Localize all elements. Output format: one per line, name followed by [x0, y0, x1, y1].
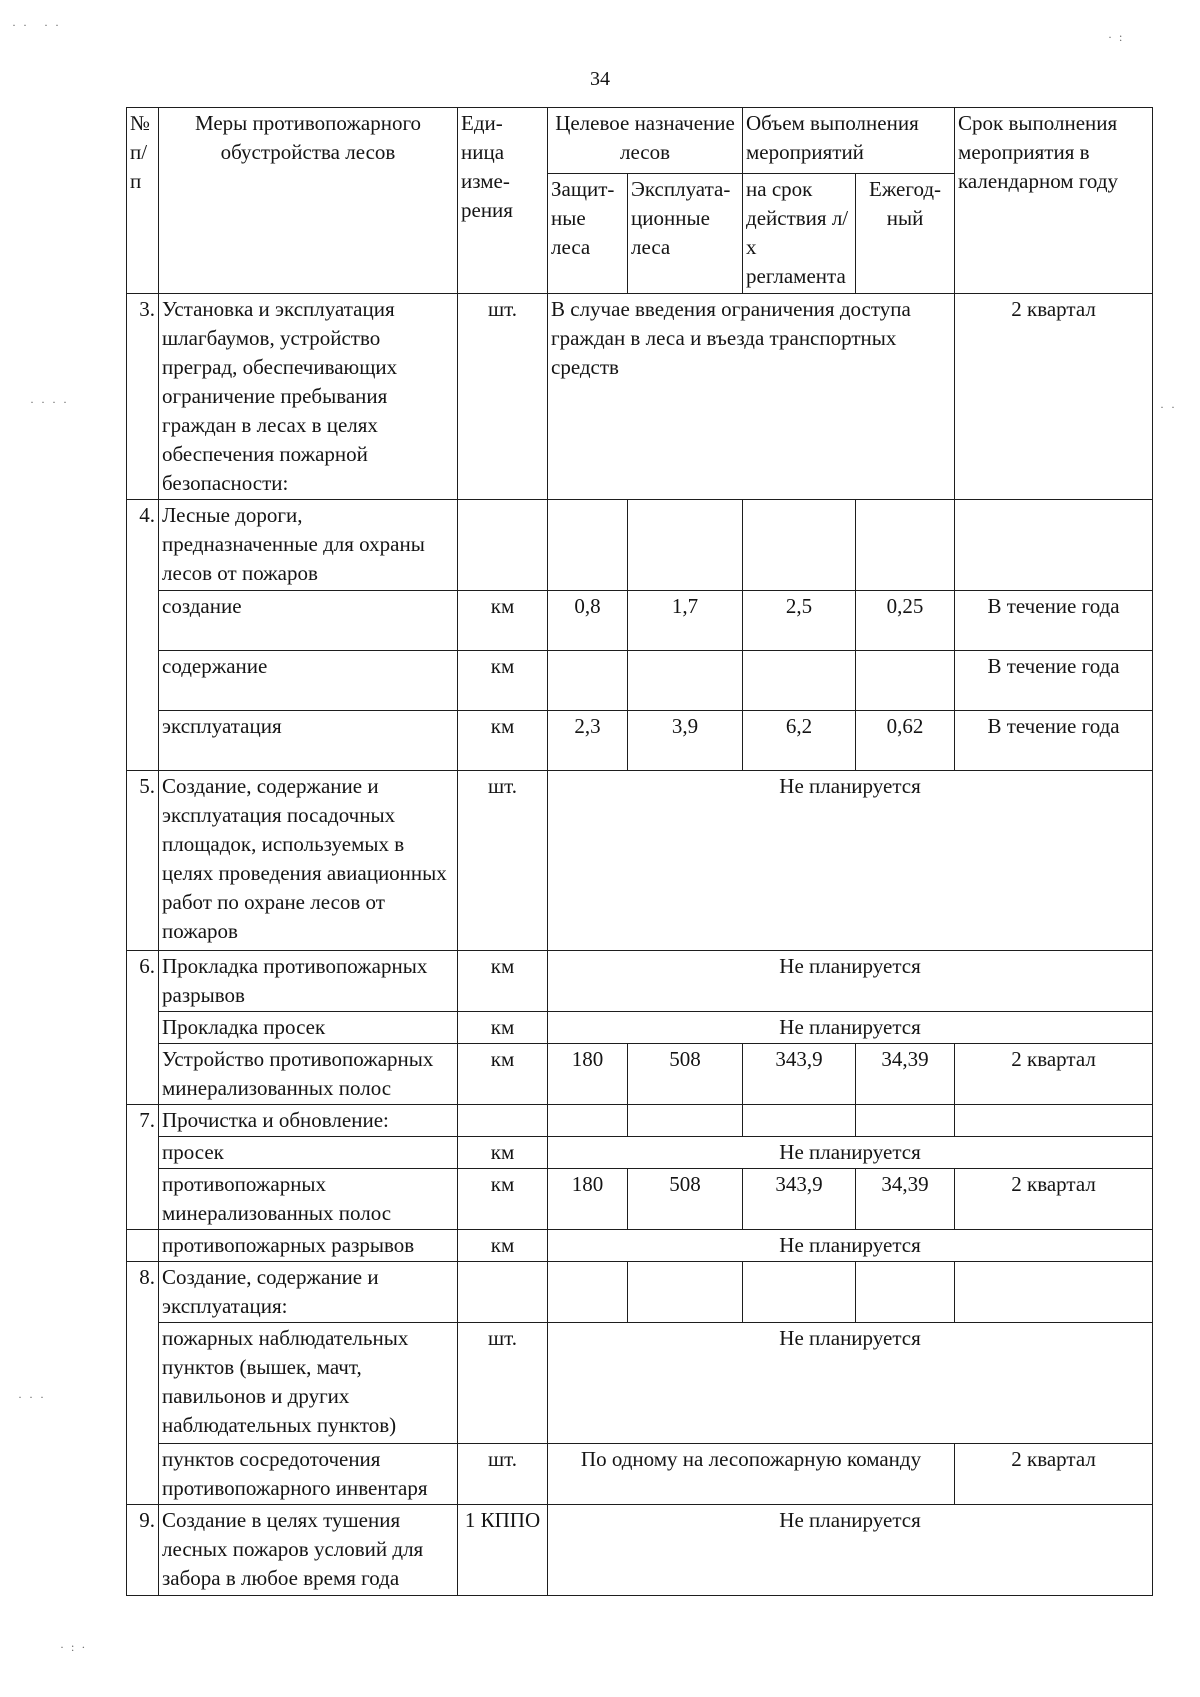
note-cell: Не планируется	[548, 951, 1153, 1012]
deadline-cell	[955, 500, 1153, 591]
table-row	[127, 1137, 1153, 1169]
row-number	[127, 1323, 159, 1444]
deadline-cell: В течение года	[955, 711, 1153, 771]
scan-noise: · · ·	[18, 1390, 46, 1404]
deadline-cell: 2 квартал	[955, 1169, 1153, 1230]
row-number: 3.	[127, 294, 159, 500]
header-purpose: Целевое назначение лесов	[548, 108, 743, 174]
exploitation-value: 508	[628, 1044, 743, 1105]
measure-name: противопожарных минерализованных полос	[159, 1169, 458, 1230]
value-cell	[743, 500, 856, 591]
note-cell: Не планируется	[548, 1012, 1153, 1044]
annual-value: 0,25	[856, 591, 955, 651]
scan-noise: · :	[1108, 30, 1125, 44]
header-volume: Объем выполнения мероприятий	[743, 108, 955, 174]
protective-value: 2,3	[548, 711, 628, 771]
header-row	[127, 108, 1153, 174]
row-number	[127, 591, 159, 651]
note-cell: Не планируется	[548, 771, 1153, 951]
unit-cell: км	[458, 1012, 548, 1044]
unit-cell: 1 КППО	[458, 1505, 548, 1596]
measure-name: Установка и эксплуатация шлагбаумов, устройство преград, обеспечивающих ограничение пребывания граждан в лесах в целях обеспечения пожарной безопасности:	[159, 294, 458, 500]
protective-value: 180	[548, 1169, 628, 1230]
unit-cell: км	[458, 591, 548, 651]
value-cell	[548, 1105, 628, 1137]
header-measures: Меры противопожарного обустройства лесов	[159, 108, 458, 294]
table-row	[127, 294, 1153, 500]
row-number: 5.	[127, 771, 159, 951]
row-number: 9.	[127, 1505, 159, 1596]
unit-cell	[458, 1105, 548, 1137]
header-protective: Защит- ные леса	[548, 174, 628, 294]
row-number: 7.	[127, 1105, 159, 1137]
table-row	[127, 1505, 1153, 1596]
measure-name: Прокладка просек	[159, 1012, 458, 1044]
note-cell: По одному на лесопожарную команду	[548, 1444, 955, 1505]
protective-value	[548, 651, 628, 711]
table-row	[127, 500, 1153, 591]
unit-cell: км	[458, 1044, 548, 1105]
page-number: 34	[590, 68, 610, 90]
row-number: 4.	[127, 500, 159, 591]
scan-noise: · ·	[1160, 400, 1177, 414]
table-row	[127, 1323, 1153, 1444]
measure-name: Создание в целях тушения лесных пожаров условий для забора в любое время года	[159, 1505, 458, 1596]
value-cell	[628, 500, 743, 591]
unit-cell: км	[458, 1230, 548, 1262]
row-number	[127, 1137, 159, 1169]
annual-value: 34,39	[856, 1169, 955, 1230]
header-unit: Еди- ница изме- рения	[458, 108, 548, 294]
annual-value: 34,39	[856, 1044, 955, 1105]
annual-value: 0,62	[856, 711, 955, 771]
row-number	[127, 1044, 159, 1105]
volume-value	[743, 651, 856, 711]
exploitation-value	[628, 651, 743, 711]
unit-cell: км	[458, 651, 548, 711]
scan-noise: · : ·	[60, 1640, 88, 1654]
table-row	[127, 1169, 1153, 1230]
exploitation-value: 508	[628, 1169, 743, 1230]
note-cell: Не планируется	[548, 1323, 1153, 1444]
volume-value: 6,2	[743, 711, 856, 771]
measure-name: пунктов сосредоточения противопожарного инвентаря	[159, 1444, 458, 1505]
volume-value: 2,5	[743, 591, 856, 651]
row-number: 6.	[127, 951, 159, 1012]
header-volume-term: на срок действия л/х регламента	[743, 174, 856, 294]
protective-value: 180	[548, 1044, 628, 1105]
note-cell: Не планируется	[548, 1230, 1153, 1262]
deadline-cell: В течение года	[955, 591, 1153, 651]
measure-name: Создание, содержание и эксплуатация посадочных площадок, используемых в целях проведения авиационных работ по охране лесов от пожаров	[159, 771, 458, 951]
row-number	[127, 1444, 159, 1505]
value-cell	[628, 1105, 743, 1137]
deadline-cell	[955, 1262, 1153, 1323]
exploitation-value: 1,7	[628, 591, 743, 651]
deadline-cell: В течение года	[955, 651, 1153, 711]
measure-name: создание	[159, 591, 458, 651]
header-deadline: Срок выполнения мероприятия в календарном году	[955, 108, 1153, 294]
deadline-cell	[955, 1105, 1153, 1137]
measure-name: Устройство противопожарных минерализованных полос	[159, 1044, 458, 1105]
unit-cell: км	[458, 1169, 548, 1230]
header-num: № п/п	[127, 108, 159, 294]
measure-name: пожарных наблюдательных пунктов (вышек, мачт, павильонов и других наблюдательных пунктов)	[159, 1323, 458, 1444]
measure-name: Лесные дороги, предназначенные для охраны лесов от пожаров	[159, 500, 458, 591]
volume-value: 343,9	[743, 1044, 856, 1105]
measure-name: Прокладка противопожарных разрывов	[159, 951, 458, 1012]
table-row	[127, 1012, 1153, 1044]
table-row	[127, 771, 1153, 951]
table-row	[127, 1262, 1153, 1323]
unit-cell	[458, 1262, 548, 1323]
table-row	[127, 591, 1153, 651]
unit-cell: шт.	[458, 1444, 548, 1505]
value-cell	[856, 1105, 955, 1137]
table-row	[127, 1230, 1153, 1262]
unit-cell	[458, 500, 548, 591]
value-cell	[743, 1105, 856, 1137]
table-row	[127, 1105, 1153, 1137]
value-cell	[856, 500, 955, 591]
volume-value: 343,9	[743, 1169, 856, 1230]
row-number	[127, 1012, 159, 1044]
measure-name: Создание, содержание и эксплуатация:	[159, 1262, 458, 1323]
value-cell	[856, 1262, 955, 1323]
measure-name: просек	[159, 1137, 458, 1169]
unit-cell: км	[458, 951, 548, 1012]
table-row	[127, 951, 1153, 1012]
value-cell	[548, 500, 628, 591]
value-cell	[743, 1262, 856, 1323]
measure-name: Прочистка и обновление:	[159, 1105, 458, 1137]
unit-cell: шт.	[458, 294, 548, 500]
row-number: 8.	[127, 1262, 159, 1323]
table-row	[127, 711, 1153, 771]
measure-name: эксплуатация	[159, 711, 458, 771]
deadline-cell: 2 квартал	[955, 1044, 1153, 1105]
unit-cell: км	[458, 1137, 548, 1169]
header-exploitation: Эксплуата- ционные леса	[628, 174, 743, 294]
note-cell: Не планируется	[548, 1137, 1153, 1169]
measure-name: содержание	[159, 651, 458, 711]
note-cell: В случае введения ограничения доступа граждан в леса и въезда транспортных средств	[548, 294, 955, 500]
measure-name: противопожарных разрывов	[159, 1230, 458, 1262]
scan-noise: · · · ·	[12, 18, 61, 32]
value-cell	[628, 1262, 743, 1323]
deadline-cell: 2 квартал	[955, 294, 1153, 500]
row-number	[127, 1169, 159, 1230]
header-annual: Ежегод- ный	[856, 174, 955, 294]
unit-cell: шт.	[458, 1323, 548, 1444]
table-row	[127, 1044, 1153, 1105]
row-number	[127, 711, 159, 771]
value-cell	[548, 1262, 628, 1323]
table-row	[127, 1444, 1153, 1505]
unit-cell: км	[458, 711, 548, 771]
exploitation-value: 3,9	[628, 711, 743, 771]
unit-cell: шт.	[458, 771, 548, 951]
deadline-cell: 2 квартал	[955, 1444, 1153, 1505]
scan-noise: · · · ·	[30, 395, 69, 409]
table-row	[127, 651, 1153, 711]
annual-value	[856, 651, 955, 711]
fire-measures-table	[126, 107, 1153, 1596]
protective-value: 0,8	[548, 591, 628, 651]
row-number	[127, 1230, 159, 1262]
note-cell: Не планируется	[548, 1505, 1153, 1596]
row-number	[127, 651, 159, 711]
